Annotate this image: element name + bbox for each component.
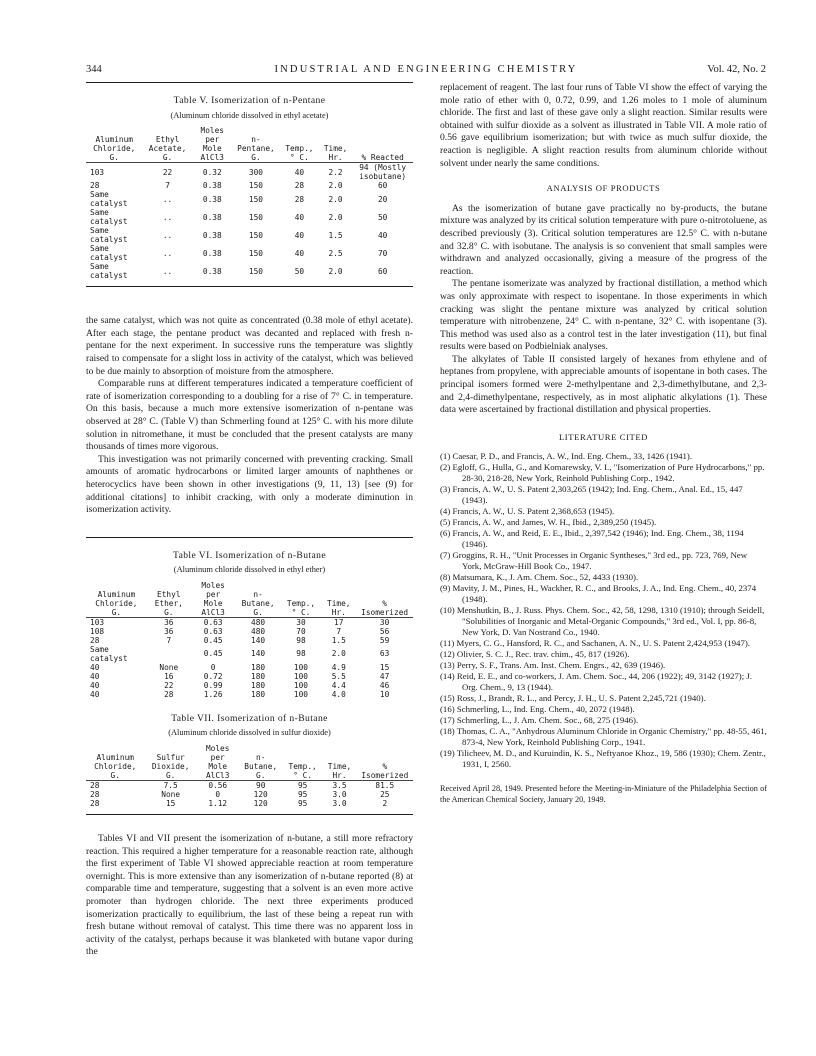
reference-item: (4) Francis, A. W., U. S. Patent 2,368,653 (1945). — [440, 506, 615, 517]
column-header: % Isomerized — [356, 581, 413, 618]
table-cell: 40 — [90, 689, 100, 699]
table-cell: 70 — [296, 626, 306, 636]
left-column — [86, 82, 413, 959]
table-cell: 150 — [248, 266, 263, 276]
table-cell: 81.5 — [375, 781, 395, 791]
table-cell: Same catalyst — [90, 226, 128, 245]
reference-item: (1) Caesar, P. D., and Francis, A. W., Ind. Eng. Chem., 33, 1426 (1941). — [440, 451, 693, 462]
reference-item: (10) Menshutkin, B., J. Russ. Phys. Chem. Soc., 42, 58, 1298, 1310 (1910); through Seidell, "Solubilities of Inorganic and Metal-Organic Compounds," 3rd ed., Vol. I, pp. 86-8, New York, D. Van Nostrand Co., 1940. — [440, 605, 765, 638]
table-row — [86, 690, 413, 699]
table-cell: 180 — [251, 689, 266, 699]
journal-title: INDUSTRIAL AND ENGINEERING CHEMISTRY — [274, 64, 578, 75]
table-cell: 150 — [248, 212, 263, 222]
received-note: Received April 28, 1949. Presented before the Meeting-in-Miniature of the Philadelphia Section of the American Chemical Society, January 20, 1949. — [440, 784, 767, 804]
table-cell: 4.9 — [331, 662, 346, 672]
table-cell: 5.5 — [331, 671, 346, 681]
reference-item: (6) Francis, A. W., and Reid, E. E., Ibid., 2,397,542 (1946); Ind. Eng. Chem., 38, 1194 (1946). — [440, 528, 744, 550]
table-cell: 40 — [90, 662, 100, 672]
reference-item: (11) Myers, C. G., Hansford, R. C., and Sachanen, A. N., U. S. Patent 2,424,953 (1947). — [440, 638, 750, 649]
table-cell: 40 — [294, 212, 305, 222]
column-header: n-Pentane, G. — [232, 126, 280, 163]
table-cell: 30 — [296, 617, 306, 627]
table-body — [86, 617, 413, 699]
table-cell: 28 — [90, 635, 100, 645]
table-subcaption: (Aluminum chloride dissolved in ethyl ether) — [173, 565, 326, 575]
reference-item: (9) Mavity, J. M., Pines, H., Wackher, R. C., and Brooks, J. A., Ind. Eng. Chem., 40, 2374 (1948). — [440, 583, 757, 605]
table-cell: None — [159, 662, 179, 672]
table-cell: 100 — [293, 680, 309, 690]
data-table — [86, 581, 413, 699]
table-caption: Table VI. Isomerization of n-Butane — [172, 549, 326, 561]
table-cell: 150 — [248, 230, 263, 240]
table-cell: 150 — [248, 248, 263, 258]
column-header: Time, Hr. — [321, 581, 356, 618]
table-row — [86, 672, 413, 681]
table-cell: 2.0 — [328, 194, 343, 204]
reference-item: (16) Schmerling, L., Ind. Eng. Chem., 40, 2072 (1948). — [440, 704, 635, 715]
body-paragraph: the same catalyst, which was not quite as concentrated (0.38 mole of ethyl acetate). After each stage, the pentane product was decanted and replaced with fresh n-pentane for the next experiment. In successive runs the temperature was slightly raised to compensate for a slight loss in activity of the catalyst, which was believed to be due mainly to absorption of moisture from the atmosphere. — [86, 315, 413, 377]
table-cell: 94 (Mostly isobutane) — [359, 163, 407, 182]
table-cell: 10 — [379, 689, 390, 699]
section-heading: ANALYSIS OF PRODUCTS — [546, 183, 661, 194]
reference-item: (18) Thomas, C. A., "Anhydrous Aluminum Chloride in Organic Chemistry," pp. 48-55, 461, 873-4, New York, Reinhold Publishing Corp., 1941. — [440, 726, 767, 748]
body-paragraph: The alkylates of Table II consisted largely of hexanes from ethylene and of heptanes from propylene, with appreciable amounts of isopentane in both cases. The principal isomers formed were 2-methylpentane and 2,3-dimethylbutane, and 2,3- and 2,4-dimethylpentane, respectively, as in most aliphatic alkylations (1). These data were ascertained by fractional distillation and physical properties. — [440, 353, 767, 416]
table-cell: 1.5 — [331, 635, 346, 645]
table-cell: 0.38 — [202, 248, 222, 258]
table-6-7-box — [86, 537, 413, 815]
table-cell — [147, 645, 191, 663]
table-cell: 140 — [251, 635, 266, 645]
table-row — [86, 663, 413, 672]
reference-item: (14) Reid, E. E., and co-workers, J. Am. Chem. Soc., 44, 206 (1922); 49, 3142 (1927); J. Org. Chem., 9, 13 (1944). — [440, 671, 753, 693]
table-cell: 17 — [334, 617, 344, 627]
table-cell: .. — [162, 194, 173, 204]
table-row — [86, 790, 413, 799]
table-cell: .. — [162, 212, 173, 222]
table-cell: 150 — [248, 194, 263, 204]
table-cell: 40 — [294, 230, 305, 240]
table-cell: 20 — [377, 194, 388, 204]
table-cell: 63 — [379, 649, 390, 659]
table-cell: 2 — [382, 799, 388, 809]
column-header: Temp., ° C. — [281, 581, 322, 618]
column-header: Aluminum Chloride, G. — [86, 126, 142, 163]
table-cell: 140 — [251, 649, 266, 659]
table-cell: 120 — [253, 799, 268, 809]
table-cell: Same catalyst — [90, 190, 128, 209]
table-cell: Same catalyst — [90, 244, 128, 263]
table-cell: 2.0 — [328, 212, 343, 222]
table-5 — [86, 82, 413, 287]
table-row — [86, 208, 413, 226]
table-cell: 120 — [253, 790, 268, 800]
section-heading: LITERATURE CITED — [558, 431, 649, 442]
table-row — [86, 181, 413, 190]
table-cell: 100 — [293, 662, 309, 672]
table-cell: 40 — [90, 680, 100, 690]
table-row — [86, 163, 413, 182]
table-cell: 0.45 — [203, 649, 223, 659]
table-cell: 59 — [379, 635, 390, 645]
table-row — [86, 645, 413, 663]
table-cell: 480 — [251, 617, 266, 627]
table-cell: 0.38 — [202, 194, 222, 204]
column-header: % Isomerized — [357, 744, 413, 781]
reference-item: (5) Francis, A. W., and James, W. H., Ibid., 2,389,250 (1945). — [440, 517, 657, 528]
column-header: Moles per Mole AlCl3 — [197, 744, 239, 781]
reference-list — [440, 451, 767, 770]
table-cell: 2.0 — [331, 649, 346, 659]
table-cell: 2.2 — [328, 167, 343, 177]
column-header: Temp., ° C. — [280, 126, 319, 163]
table-cell: 98 — [296, 635, 306, 645]
table-cell: 150 — [248, 181, 263, 191]
table-caption: Table V. Isomerization of n-Pentane — [173, 95, 326, 106]
table-cell: 0 — [210, 662, 216, 672]
reference-item: (12) Olivier, S. C. J., Rec. trav. chim., 45, 817 (1926). — [440, 649, 630, 660]
table-cell: 50 — [377, 212, 388, 222]
table-cell: 0.38 — [202, 266, 222, 276]
body-paragraph: Tables VI and VII present the isomerization of n-butane, a still more refractory reaction. This required a higher temperature for a reasonable reaction rate, although the first experiment of Table VI showed appreciable reaction at room temperature overnight. This is more extensive than any isomerization of n-butane reported (8) at comparable time and temperature, suggesting that a solvent is an even more active promoter than hydrogen chloride. The next three experiments produced isomerization practically to equilibrium, the last of these being a repeat run with fresh butane without removal of catalyst. This time there was no apparent loss in activity of the catalyst, perhaps because it was blanketed with butane vapor during the — [86, 833, 413, 958]
table-cell: 1.5 — [328, 230, 343, 240]
table-cell: 2.5 — [328, 248, 343, 258]
column-header: Moles per Mole AlCl3 — [193, 126, 232, 163]
table-cell: 70 — [377, 248, 388, 258]
table-cell: 4.4 — [331, 680, 346, 690]
table-cell: 0 — [215, 790, 221, 800]
body-paragraph: The pentane isomerizate was analyzed by fractional distillation, a method which was only approximate with respect to isopentane. In those experiments in which cracking was slight the pentane mixture was analyzed by critical solution temperature with nitrobenzene, 24° C. with n-pentane, 32° C. with isopentane (3). This method was used also as a control test in the later investigation (11), but final results were based on Podbielniak analyses. — [440, 278, 767, 353]
table-cell: 480 — [251, 626, 266, 636]
column-header: Aluminum Chloride, G. — [86, 581, 147, 618]
table-cell: 28 — [90, 781, 100, 791]
table-subcaption: (Aluminum chloride dissolved in sulfur dioxide) — [168, 728, 331, 738]
table-cell: 50 — [294, 266, 305, 276]
body-paragraph: Comparable runs at different temperatures indicated a temperature coefficient of rate of isomerization corresponding to a doubling for a rise of 7° C. in temperature. On this basis, because a much more extensive isomerization of n-pentane was observed at 28° C. (Table V) than Schmerling found at 125° C. with his more dilute solution in nitromethane, it must be concluded that the present catalysts are many thousands of times more vigorous. — [86, 378, 413, 453]
table-cell: 3.0 — [332, 790, 347, 800]
table-cell: 0.38 — [202, 181, 222, 191]
body-paragraph: This investigation was not primarily concerned with preventing cracking. Small amounts of aromatic hydrocarbons or limited larger amounts of naphthenes or heterocyclics have been shown in other investigations (9, 11, 13) [see (9) for additional citations] to inhibit cracking, with only a moderate diminution in isomerization activity. — [86, 453, 413, 516]
body-paragraph: As the isomerization of butane gave practically no by-products, the butane mixture was analyzed by its critical solution temperature with pure o-nitrotoluene, as described previously (3). Critical solution temperatures are 12.5° C. with n-butane and 32.8° C. with isobutane. The analysis is so convenient that small samples were withdrawn and analyzed occasionally, giving a measure of the progress of the reaction. — [440, 202, 767, 277]
page-number: 344 — [86, 64, 102, 75]
table-cell: 0.38 — [202, 212, 222, 222]
table-cell: 3.5 — [332, 781, 347, 791]
column-header: Ethyl Ether, G. — [147, 581, 191, 618]
table-cell: 25 — [380, 790, 390, 800]
column-header: % Reacted — [352, 126, 413, 163]
table-cell: 95 — [297, 781, 308, 791]
table-body — [86, 163, 413, 281]
reference-item: (19) Tilicheev, M. D., and Kuruindin, K. S., Neftyanoe Khoz., 19, 586 (1930); Chem. Zentr., 1931, I, 2560. — [440, 748, 766, 770]
table-row — [86, 244, 413, 262]
table-cell: 15 — [379, 662, 390, 672]
table-cell: Same catalyst — [90, 208, 128, 227]
table-row — [86, 781, 413, 791]
table-cell: 60 — [377, 181, 388, 191]
table-cell: 2.0 — [328, 181, 343, 191]
table-cell: 3.0 — [332, 799, 347, 809]
table-cell: 56 — [379, 626, 390, 636]
table-cell: 40 — [90, 671, 100, 681]
table-cell: 103 — [90, 617, 105, 627]
table-cell: .. — [162, 266, 173, 276]
table-cell: 28 — [294, 181, 305, 191]
table-cell: 36 — [164, 626, 174, 636]
table-cell: 22 — [162, 167, 173, 177]
reference-item: (8) Matsumara, K., J. Am. Chem. Soc., 52, 4433 (1930). — [440, 572, 639, 583]
table-cell: 0.99 — [203, 680, 223, 690]
data-table — [86, 744, 413, 808]
table-cell: 46 — [379, 680, 390, 690]
table-cell: 36 — [164, 617, 174, 627]
table-cell: 4.0 — [331, 689, 346, 699]
table-cell: 90 — [256, 781, 266, 791]
column-header: Time, Hr. — [322, 744, 356, 781]
table-row — [86, 799, 413, 808]
table-cell: 1.12 — [208, 799, 228, 809]
table-cell: 30 — [379, 617, 390, 627]
table-cell: .. — [162, 230, 173, 240]
table-cell: 0.38 — [202, 230, 222, 240]
table-cell: 95 — [297, 790, 308, 800]
table-cell: 7 — [336, 626, 342, 636]
table-caption: Table VII. Isomerization of n-Butane — [171, 712, 328, 724]
table-cell: 100 — [293, 689, 309, 699]
table-row — [86, 190, 413, 208]
table-row — [86, 681, 413, 690]
table-cell: 7.5 — [163, 781, 178, 791]
table-cell: 15 — [165, 799, 176, 809]
table-cell: 28 — [164, 689, 174, 699]
column-header: Sulfur Dioxide, G. — [144, 744, 196, 781]
table-cell: 180 — [251, 680, 266, 690]
table-row — [86, 627, 413, 636]
table-cell: 98 — [296, 649, 306, 659]
table-subcaption: (Aluminum chloride dissolved in ethyl acetate) — [170, 110, 329, 120]
page-header — [86, 64, 766, 80]
column-header: Ethyl Acetate, G. — [142, 126, 192, 163]
column-header: n-Butane, G. — [235, 581, 280, 618]
table-cell: 0.63 — [203, 617, 223, 627]
table-cell: 180 — [251, 671, 266, 681]
table-cell: 2.0 — [328, 266, 343, 276]
table-cell: 40 — [377, 230, 388, 240]
table-row — [86, 262, 413, 280]
table-cell: 28 — [90, 181, 100, 191]
table-cell: 0.32 — [202, 167, 222, 177]
table-cell: 108 — [90, 626, 105, 636]
table-body — [86, 781, 413, 809]
table-cell: Same catalyst — [90, 262, 128, 281]
table-row — [86, 226, 413, 244]
table-cell: 22 — [164, 680, 174, 690]
table-cell: 28 — [90, 799, 100, 809]
reference-item: (3) Francis, A. W., U. S. Patent 2,303,265 (1942); Ind. Eng. Chem., Anal. Ed., 15, 447 (1943). — [440, 484, 743, 506]
table-cell: 180 — [251, 662, 266, 672]
table-cell: 1.26 — [203, 689, 223, 699]
reference-item: (15) Ross, J., Brandt, R. L., and Percy, J. H., U. S. Patent 2,245,721 (1940). — [440, 693, 706, 704]
table-cell: 60 — [377, 266, 388, 276]
table-cell: Same catalyst — [90, 644, 128, 663]
table-cell: 0.56 — [208, 781, 228, 791]
data-table — [86, 126, 413, 280]
table-cell: 0.63 — [203, 626, 223, 636]
table-cell: .. — [162, 248, 173, 258]
table-row — [86, 636, 413, 645]
table-cell: 100 — [293, 671, 309, 681]
reference-item: (13) Perry, S. F., Trans. Am. Inst. Chem. Engrs., 42, 639 (1946). — [440, 660, 666, 671]
column-header: Moles per Mole AlCl3 — [191, 581, 236, 618]
body-paragraph: replacement of reagent. The last four runs of Table VI show the effect of varying the mole ratio of ether with 0, 0.72, 0.99, and 1.26 moles to 1 mole of aluminum chloride. The first and last of these gave only a slight reaction. Similar results were obtained with sulfur dioxide as a solvent as illustrated in Table VII. A mole ratio of 0.56 gave equilibrium isomerization; but with twice as much sulfur dioxide, the reaction is negligible. A slight reaction results from aluminum chloride without solvent under nearly the same conditions. — [440, 82, 767, 169]
table-cell: 103 — [90, 167, 105, 177]
table-cell: 300 — [248, 167, 263, 177]
column-header: n-Butane, G. — [239, 744, 283, 781]
table-cell: 0.45 — [203, 635, 223, 645]
table-cell: 47 — [379, 671, 390, 681]
volume-issue: Vol. 42, No. 2 — [707, 64, 766, 75]
column-header: Aluminum Chloride, G. — [86, 744, 144, 781]
table-row — [86, 617, 413, 627]
reference-item: (7) Groggins, R. H., "Unit Processes in Organic Syntheses," 3rd ed., pp. 723, 769, New York, McGraw-Hill Book Co., 1947. — [440, 550, 748, 572]
table-cell: 16 — [164, 671, 174, 681]
reference-item: (17) Schmerling, L., J. Am. Chem. Soc., 68, 275 (1946). — [440, 715, 639, 726]
table-cell: 28 — [294, 194, 305, 204]
column-header: Time, Hr. — [319, 126, 353, 163]
table-cell: 40 — [294, 248, 305, 258]
table-cell: 95 — [297, 799, 308, 809]
reference-item: (2) Egloff, G., Hulla, G., and Komarewsky, V. I., "Isomerization of Pure Hydrocarbons," pp. 28-30, 218-28, New York, Reinhold Publishing Corp., 1942. — [440, 462, 765, 484]
column-header: Temp., ° C. — [283, 744, 323, 781]
right-column — [440, 82, 767, 814]
table-cell: 7 — [165, 181, 170, 191]
table-cell: 28 — [90, 790, 100, 800]
table-cell: 0.72 — [203, 671, 223, 681]
table-cell: None — [161, 790, 181, 800]
table-cell: 40 — [294, 167, 305, 177]
table-cell: 7 — [166, 635, 172, 645]
